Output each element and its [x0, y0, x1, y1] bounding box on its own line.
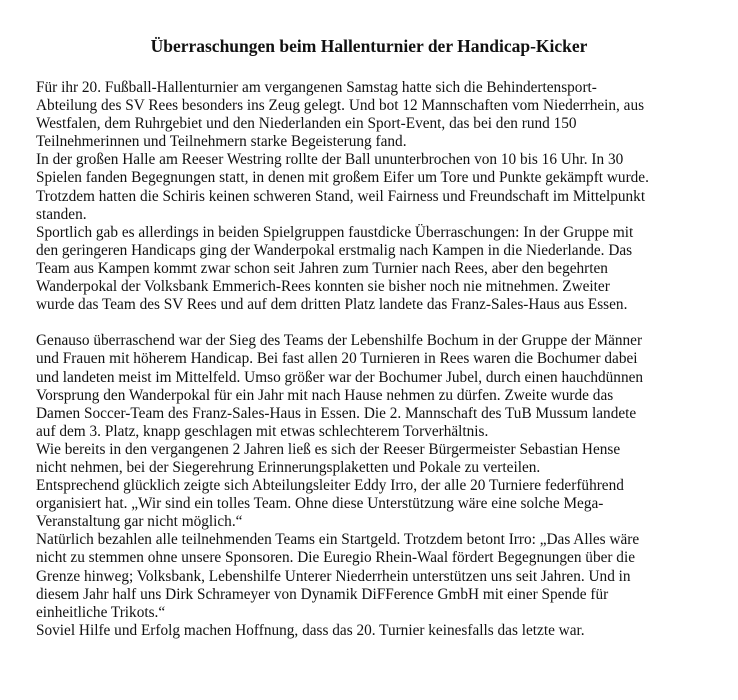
text-line: Für ihr 20. Fußball-Hallenturnier am vergangenen Samstag hatte sich die Behindertensport-	[36, 79, 597, 96]
text-line: und landeten meist im Mittelfeld. Umso größer war der Bochumer Jubel, durch einen hauchdünnen	[36, 368, 644, 386]
text-line: den geringeren Handicaps ging der Wanderpokal erstmalig nach Kampen in die Niederlande. Das	[36, 241, 633, 259]
text-line: Natürlich bezahlen alle teilnehmenden Teams ein Startgeld. Trotzdem betont Irro: „Das Alles wäre	[36, 531, 640, 549]
text-line: wurde das Team des SV Rees und auf dem dritten Platz landete das Franz-Sales-Haus aus Essen.	[36, 296, 628, 314]
text-line: diesem Jahr half uns Dirk Schrameyer von Dynamik DiFFerence GmbH mit einer Spende für	[36, 585, 609, 603]
text-line: nicht nehmen, bei der Siegerehrung Erinnerungsplaketten und Pokale zu verteilen.	[36, 458, 541, 476]
text-line: Soviel Hilfe und Erfolg machen Hoffnung, dass das 20. Turnier keinesfalls das letzte war.	[36, 621, 585, 639]
text-line: Spielen fanden Begegnungen statt, in denen mit großem Eifer um Tore und Punkte gekämpft wurde.	[36, 169, 649, 187]
text-line: organisiert hat. „Wir sind ein tolles Team. Ohne diese Unterstützung wäre eine solche Mega-	[36, 495, 604, 513]
paragraph-1	[36, 79, 736, 314]
text-line: Westfalen, dem Ruhrgebiet und den Niederlanden ein Sport-Event, das bei den rund 150	[36, 115, 577, 133]
text-line: standen.	[36, 205, 87, 223]
text-line: einheitliche Trikots.“	[36, 603, 166, 621]
text-line: In der großen Halle am Reeser Westring rollte der Ball ununterbrochen von 10 bis 16 Uhr. In 30	[36, 151, 624, 169]
text-line: Vorsprung den Wanderpokal für ein Jahr mit nach Hause nehmen zu dürfen. Zweite wurde das	[36, 386, 614, 404]
text-line: auf dem 3. Platz, knapp geschlagen mit etwas schlechterem Torverhältnis.	[36, 422, 489, 440]
text-line: Damen Soccer-Team des Franz-Sales-Haus in Essen. Die 2. Mannschaft des TuB Mussum landete	[36, 404, 637, 422]
text-line: nicht zu stemmen ohne unsere Sponsoren. Die Euregio Rhein-Waal fördert Begegnungen über die	[36, 549, 635, 567]
text-line: Grenze hinweg; Volksbank, Lebenshilfe Unterer Niederrhein unterstützen uns seit Jahren. Und in	[36, 567, 631, 585]
article-body	[36, 79, 736, 640]
article-title: Überraschungen beim Hallenturnier der Handicap-Kicker	[150, 36, 588, 56]
text-line: Teilnehmerinnen und Teilnehmern starke Begeisterung fand.	[36, 133, 407, 151]
text-line: und Frauen mit höherem Handicap. Bei fast allen 20 Turnieren in Rees waren die Bochumer dabei	[36, 350, 638, 368]
paragraph-spacer	[36, 314, 736, 332]
text-line: Team aus Kampen kommt zwar schon seit Jahren zum Turnier nach Rees, aber den begehrten	[36, 259, 608, 277]
text-line: Genauso überraschend war der Sieg des Teams der Lebenshilfe Bochum in der Gruppe der Männer	[36, 332, 643, 350]
text-line: Wie bereits in den vergangenen 2 Jahren ließ es sich der Reeser Bürgermeister Sebastian Hense	[36, 440, 621, 458]
text-line: Entsprechend glücklich zeigte sich Abteilungsleiter Eddy Irro, der alle 20 Turniere federführend	[36, 477, 624, 495]
text-line: Veranstaltung gar nicht möglich.“	[36, 513, 243, 531]
text-line: Trotzdem hatten die Schiris keinen schweren Stand, weil Fairness und Freundschaft im Mittelpunkt	[36, 187, 646, 205]
text-line: Sportlich gab es allerdings in beiden Spielgruppen faustdicke Überraschungen: In der Gruppe mit	[36, 223, 634, 241]
text-line: Abteilung des SV Rees besonders ins Zeug gelegt. Und bot 12 Mannschaften vom Niederrhein, aus	[36, 97, 645, 115]
text-line: Wanderpokal der Volksbank Emmerich-Rees konnten sie bisher noch nie mitnehmen. Zweiter	[36, 278, 610, 296]
paragraph-2	[36, 332, 736, 640]
